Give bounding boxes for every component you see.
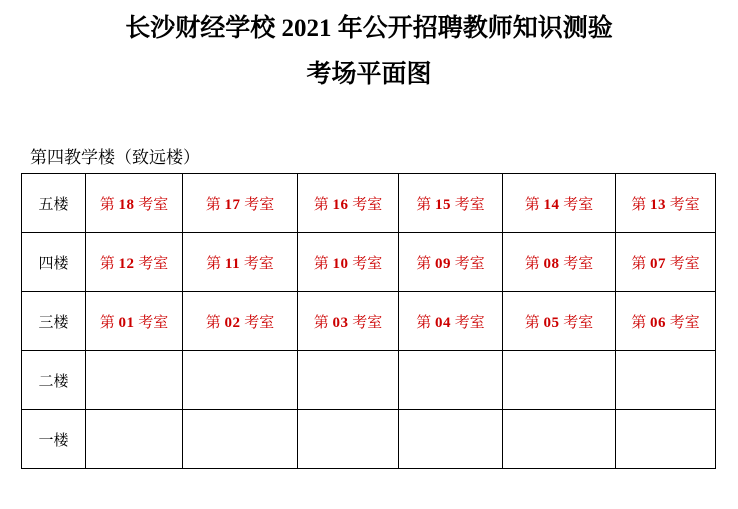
- document-title: 长沙财经学校 2021 年公开招聘教师知识测验: [125, 15, 613, 42]
- empty-room-cell: [616, 410, 716, 469]
- table-row-floor1: [22, 410, 716, 469]
- room-cell: 第 06 考室: [616, 292, 716, 351]
- table-row-floor3: [22, 292, 716, 351]
- empty-room-cell: [86, 410, 183, 469]
- room-cell: 第 10 考室: [298, 233, 399, 292]
- table-row-floor4: [22, 233, 716, 292]
- empty-room-cell: [298, 410, 399, 469]
- floor-plan-table: [21, 173, 716, 469]
- floor-label-cell: 四楼: [22, 233, 86, 292]
- room-cell: 第 15 考室: [399, 174, 503, 233]
- room-cell: 第 14 考室: [503, 174, 616, 233]
- table-row-floor5: [22, 174, 716, 233]
- floor-label-cell: 三楼: [22, 292, 86, 351]
- empty-room-cell: [616, 351, 716, 410]
- floor-label-cell: 一楼: [22, 410, 86, 469]
- room-cell: 第 04 考室: [399, 292, 503, 351]
- room-cell: 第 05 考室: [503, 292, 616, 351]
- empty-room-cell: [298, 351, 399, 410]
- empty-room-cell: [503, 410, 616, 469]
- room-cell: 第 07 考室: [616, 233, 716, 292]
- room-cell: 第 01 考室: [86, 292, 183, 351]
- empty-room-cell: [399, 410, 503, 469]
- room-cell: 第 16 考室: [298, 174, 399, 233]
- room-cell: 第 08 考室: [503, 233, 616, 292]
- room-cell: 第 13 考室: [616, 174, 716, 233]
- building-label: 第四教学楼（致远楼）: [30, 148, 200, 167]
- room-cell: 第 12 考室: [86, 233, 183, 292]
- empty-room-cell: [183, 351, 298, 410]
- document-subtitle: 考场平面图: [306, 61, 432, 88]
- floor-label-cell: 五楼: [22, 174, 86, 233]
- table-row-floor2: [22, 351, 716, 410]
- room-cell: 第 17 考室: [183, 174, 298, 233]
- empty-room-cell: [503, 351, 616, 410]
- empty-room-cell: [399, 351, 503, 410]
- room-cell: 第 03 考室: [298, 292, 399, 351]
- empty-room-cell: [183, 410, 298, 469]
- empty-room-cell: [86, 351, 183, 410]
- document-page: [0, 13, 738, 469]
- room-cell: 第 09 考室: [399, 233, 503, 292]
- room-cell: 第 11 考室: [183, 233, 298, 292]
- floor-label-cell: 二楼: [22, 351, 86, 410]
- room-cell: 第 18 考室: [86, 174, 183, 233]
- room-cell: 第 02 考室: [183, 292, 298, 351]
